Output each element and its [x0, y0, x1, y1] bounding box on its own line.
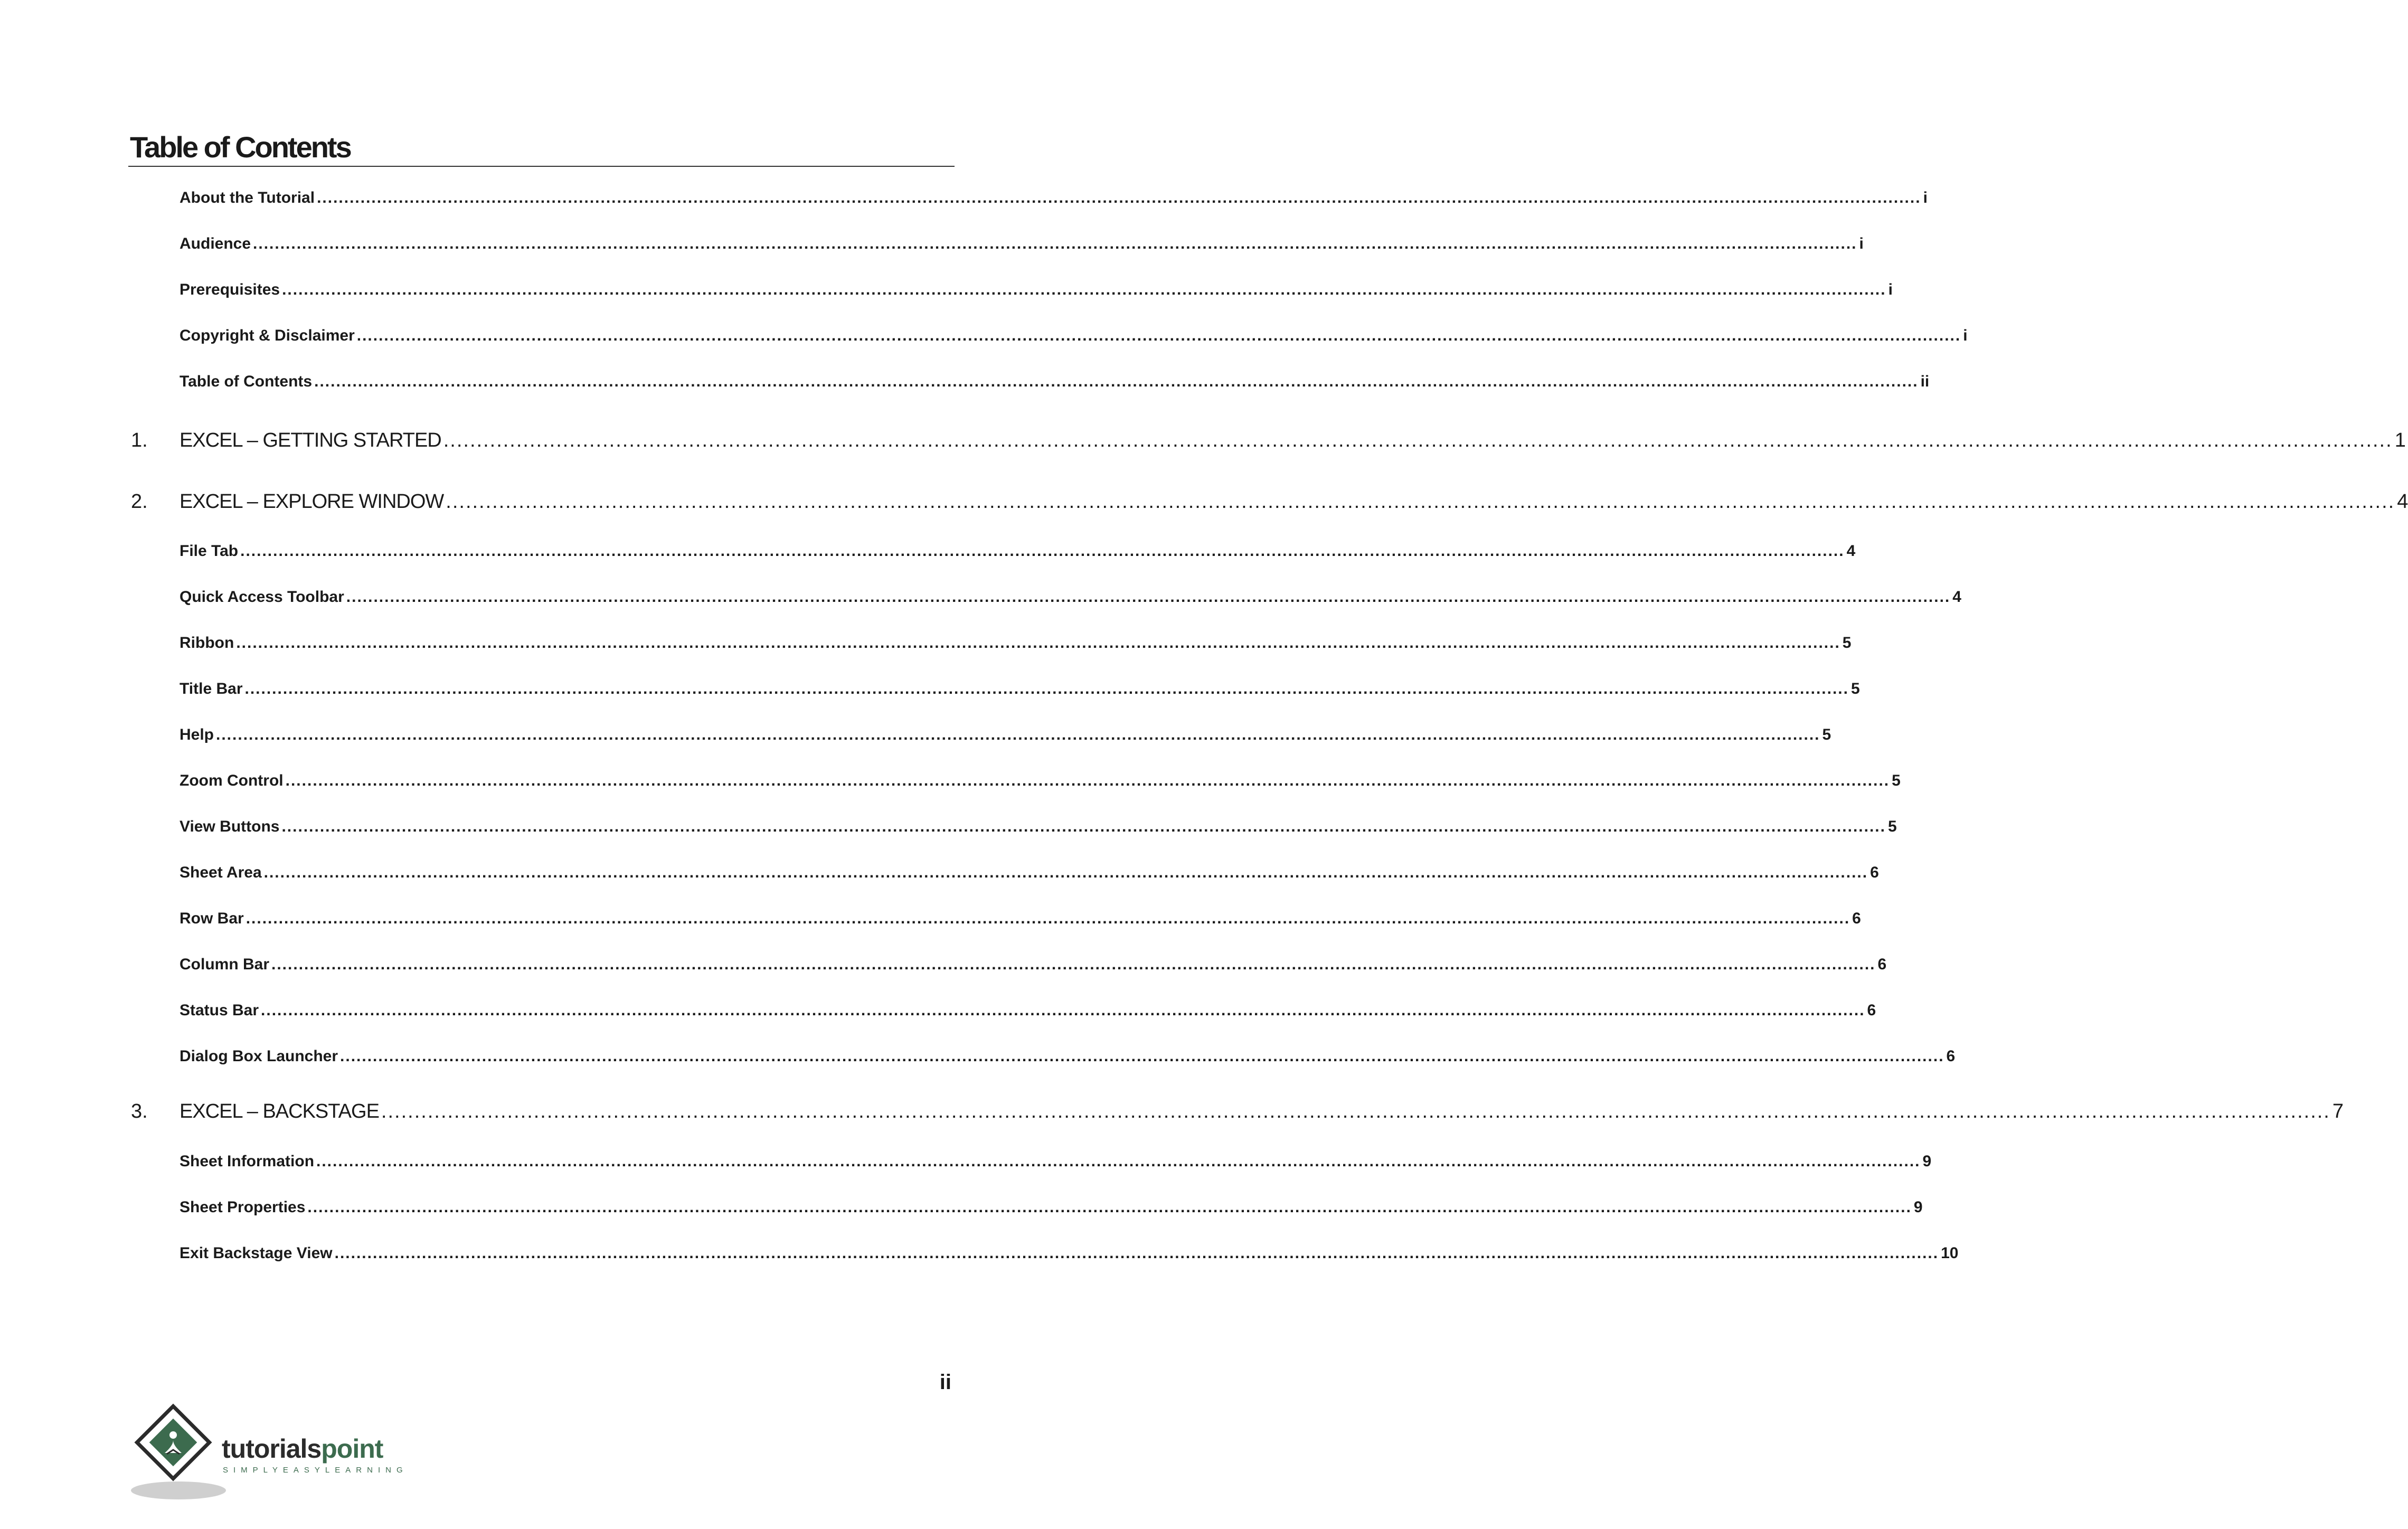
toc-entry-label: Table of Contents — [180, 373, 313, 390]
toc-entry-page: 5 — [1892, 772, 1901, 789]
toc-entry-label: Title Bar — [180, 680, 243, 697]
toc-entry[interactable] — [180, 956, 1887, 974]
reader-figure-icon — [163, 1430, 184, 1456]
toc-entry-page: i — [1963, 327, 1968, 344]
logo-word-tutorials: tutorials — [222, 1434, 322, 1464]
toc-entry-label: Sheet Area — [180, 864, 262, 881]
toc-entry[interactable] — [180, 1047, 1956, 1065]
toc-dot-leader: ...................................................................................................................................................................................................................................................................................................... — [244, 680, 1849, 697]
toc-dot-leader: ...................................................................................................................................................................................................................................................................................................... — [261, 1002, 1865, 1019]
toc-dot-leader: ...................................................................................................................................................................................................................................................................................................... — [356, 327, 1961, 344]
toc-chapter-entry[interactable] — [131, 429, 2406, 452]
toc-dot-leader: ...................................................................................................................................................................................................................................................................................................... — [240, 542, 1845, 560]
logo-word-point: point — [321, 1434, 383, 1464]
toc-entry-page: 4 — [1952, 588, 1961, 606]
toc-chapter-page: 1 — [2394, 429, 2406, 451]
toc-entry-page: i — [1888, 281, 1893, 298]
toc-entry-page: 4 — [1846, 542, 1856, 560]
toc-entry[interactable] — [180, 1244, 1959, 1262]
toc-entry[interactable] — [180, 818, 1897, 836]
tutorialspoint-logo — [129, 1409, 446, 1504]
toc-chapter-number: 1. — [131, 429, 148, 451]
toc-entry[interactable] — [180, 588, 1961, 606]
toc-dot-leader: ...................................................................................................................................................................................................................................................................................................... — [271, 956, 1876, 973]
title-rule-divider — [128, 166, 955, 167]
toc-entry-page: 6 — [1870, 864, 1879, 881]
toc-dot-leader: ...................................................................................................................................................................................................................................................................................................... — [282, 281, 1886, 298]
toc-entry-label: Prerequisites — [180, 281, 280, 298]
toc-entry-label: Sheet Information — [180, 1153, 315, 1170]
toc-dot-leader: ...................................................................................................................................................................................................................................................................................................... — [334, 1244, 1939, 1262]
toc-chapter-label: EXCEL – GETTING STARTED — [180, 429, 441, 451]
toc-entry[interactable] — [180, 235, 1864, 253]
footer-page-number: ii — [939, 1371, 951, 1394]
toc-dot-leader: ...................................................................................................................................................................................................................................................................................................... — [316, 1153, 1921, 1170]
toc-entry-page: 5 — [1887, 818, 1897, 835]
toc-entry-page: 6 — [1852, 910, 1861, 927]
toc-entry-page: i — [1923, 189, 1928, 206]
toc-entry-page: 6 — [1867, 1002, 1876, 1019]
logo-wordmark — [222, 1434, 383, 1464]
toc-dot-leader: ...................................................................................................................................................................................................................................................................................................... — [340, 1047, 1944, 1065]
toc-dot-leader: ...................................................................................................................................................................................................................................................................................................... — [346, 588, 1951, 606]
toc-entry[interactable] — [180, 373, 1930, 391]
toc-entry[interactable] — [180, 1153, 1932, 1171]
toc-entry[interactable] — [180, 772, 1901, 790]
toc-chapter-label: EXCEL – BACKSTAGE — [180, 1100, 379, 1122]
toc-dot-leader: ...................................................................................................................................................................................................................................................................................................... — [446, 490, 2395, 513]
toc-entry-page: 9 — [1913, 1198, 1923, 1216]
toc-chapter-number: 2. — [131, 490, 148, 513]
toc-entry-label: Zoom Control — [180, 772, 284, 789]
toc-dot-leader: ...................................................................................................................................................................................................................................................................................................... — [381, 1100, 2330, 1122]
toc-entry[interactable] — [180, 864, 1879, 882]
toc-dot-leader: ...................................................................................................................................................................................................................................................................................................... — [281, 818, 1886, 835]
toc-dot-leader: ...................................................................................................................................................................................................................................................................................................... — [307, 1198, 1912, 1216]
toc-chapter-entry[interactable] — [131, 490, 2408, 513]
toc-entry-label: Row Bar — [180, 910, 244, 927]
toc-chapter-label: EXCEL – EXPLORE WINDOW — [180, 490, 444, 513]
toc-entry-label: Column Bar — [180, 956, 270, 973]
toc-chapter-number: 3. — [131, 1100, 148, 1122]
toc-dot-leader: ...................................................................................................................................................................................................................................................................................................... — [263, 864, 1868, 881]
toc-entry-page: 5 — [1850, 680, 1860, 697]
toc-chapter-page: 4 — [2397, 490, 2408, 513]
toc-entry[interactable] — [180, 680, 1860, 698]
toc-entry-label: About the Tutorial — [180, 189, 315, 206]
toc-entry-label: Ribbon — [180, 634, 234, 652]
page-title: Table of Contents — [130, 130, 351, 164]
toc-dot-leader: ...................................................................................................................................................................................................................................................................................................... — [285, 772, 1890, 789]
toc-entry-page: 6 — [1946, 1047, 1956, 1065]
toc-dot-leader: ...................................................................................................................................................................................................................................................................................................... — [245, 910, 1850, 927]
toc-entry-page: 6 — [1877, 956, 1887, 973]
toc-dot-leader: ...................................................................................................................................................................................................................................................................................................... — [216, 726, 1820, 743]
toc-entry[interactable] — [180, 910, 1861, 928]
toc-entry[interactable] — [180, 327, 1968, 345]
toc-entry-page: 9 — [1922, 1153, 1932, 1170]
toc-entry[interactable] — [180, 634, 1852, 652]
logo-shadow-ellipse — [131, 1481, 226, 1499]
toc-entry-page: 10 — [1941, 1244, 1959, 1262]
toc-entry-label: Quick Access Toolbar — [180, 588, 344, 606]
toc-entry-page: 5 — [1842, 634, 1852, 652]
toc-entry-label: File Tab — [180, 542, 239, 560]
toc-entry[interactable] — [180, 281, 1893, 299]
toc-dot-leader: ...................................................................................................................................................................................................................................................................................................... — [236, 634, 1840, 652]
toc-entry-page: i — [1859, 235, 1864, 252]
toc-chapter-page: 7 — [2332, 1100, 2344, 1122]
toc-entry-page: 5 — [1822, 726, 1831, 743]
toc-chapter-entry[interactable] — [131, 1100, 2344, 1123]
toc-entry-page: ii — [1920, 373, 1930, 390]
toc-dot-leader: ...................................................................................................................................................................................................................................................................................................... — [253, 235, 1857, 252]
toc-entry-label: Sheet Properties — [180, 1198, 306, 1216]
toc-dot-leader: ...................................................................................................................................................................................................................................................................................................... — [317, 189, 1921, 206]
toc-entry-label: Status Bar — [180, 1002, 259, 1019]
toc-entry[interactable] — [180, 189, 1928, 207]
toc-entry[interactable] — [180, 1002, 1876, 1020]
toc-entry-label: Dialog Box Launcher — [180, 1047, 338, 1065]
toc-dot-leader: ...................................................................................................................................................................................................................................................................................................... — [443, 429, 2393, 451]
toc-entry-label: Exit Backstage View — [180, 1244, 333, 1262]
toc-entry-label: Copyright & Disclaimer — [180, 327, 355, 344]
toc-entry-label: View Buttons — [180, 818, 280, 835]
toc-entry[interactable] — [180, 1198, 1923, 1216]
toc-entry-label: Help — [180, 726, 214, 743]
toc-entry-label: Audience — [180, 235, 251, 252]
toc-entry[interactable] — [180, 726, 1831, 744]
toc-entry[interactable] — [180, 542, 1856, 560]
logo-tagline: SIMPLYEASYLEARNING — [223, 1466, 408, 1475]
toc-dot-leader: ...................................................................................................................................................................................................................................................................................................... — [314, 373, 1919, 390]
